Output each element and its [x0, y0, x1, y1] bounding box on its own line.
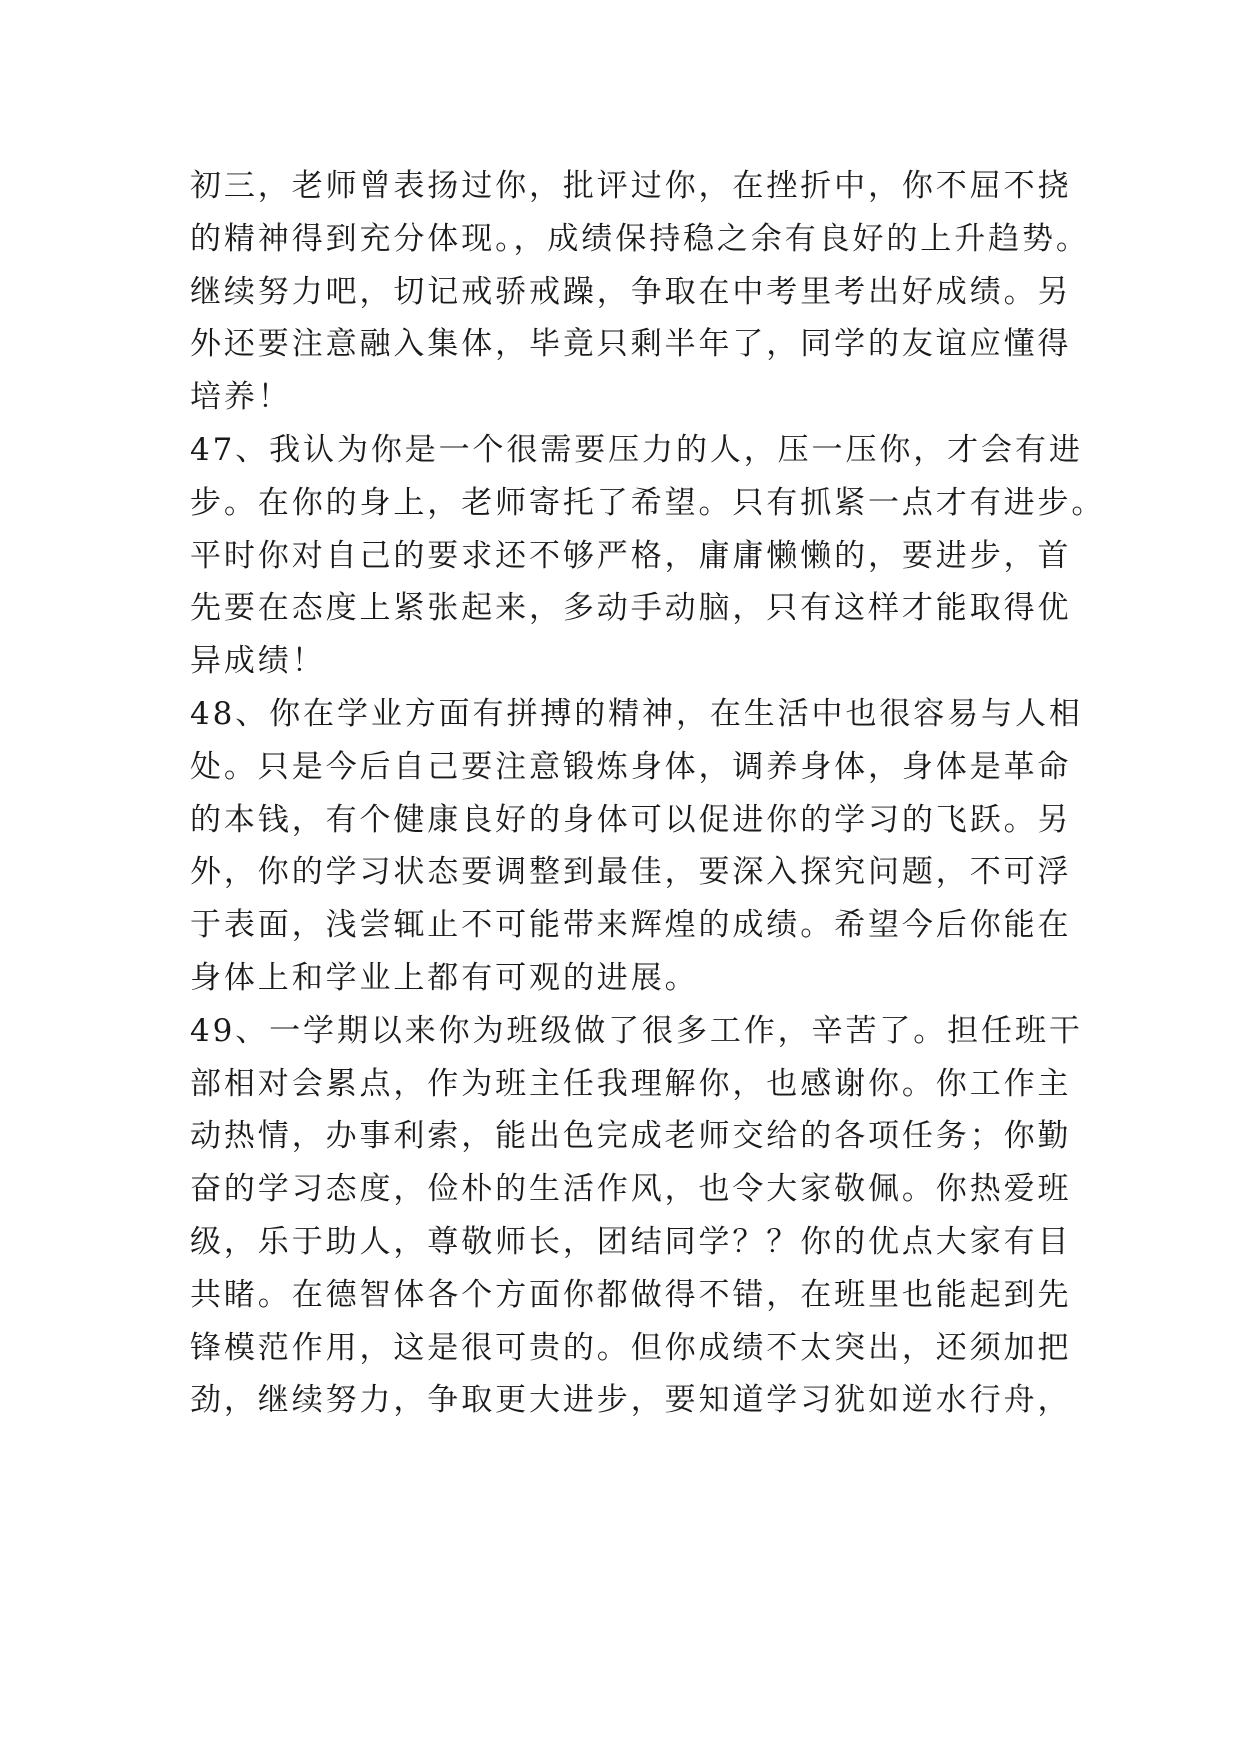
- text-line: 异成绩！: [190, 643, 326, 680]
- text-line: 继续努力吧，切记戒骄戒躁，争取在中考里考出好成绩。另: [190, 273, 1072, 310]
- text-line: 培养！: [190, 379, 292, 416]
- text-line: 级，乐于助人，尊敬师长，团结同学？？你的优点大家有目: [190, 1223, 1072, 1260]
- text-line: 47、我认为你是一个很需要压力的人，压一压你，才会有进: [190, 431, 1083, 468]
- text-line: 先要在态度上紧张起来，多动手动脑，只有这样才能取得优: [190, 590, 1072, 627]
- text-line: 奋的学习态度，俭朴的生活作风，也令大家敬佩。你热爱班: [190, 1171, 1072, 1208]
- text-line: 部相对会累点，作为班主任我理解你，也感谢你。你工作主: [190, 1065, 1072, 1102]
- text-line: 外，你的学习状态要调整到最佳，要深入探究问题，不可浮: [190, 854, 1072, 891]
- text-line: 劲，继续努力，争取更大进步，要知道学习犹如逆水行舟，: [190, 1382, 1072, 1419]
- text-line: 49、一学期以来你为班级做了很多工作，辛苦了。担任班干: [190, 1012, 1083, 1049]
- text-line: 身体上和学业上都有可观的进展。: [190, 959, 699, 996]
- body-text: [190, 160, 1106, 1427]
- text-line: 步。在你的身上，老师寄托了希望。只有抓紧一点才有进步。: [190, 484, 1106, 521]
- text-line: 锋模范作用，这是很可贵的。但你成绩不太突出，还须加把: [190, 1329, 1072, 1366]
- text-line: 动热情，办事利索，能出色完成老师交给的各项任务；你勤: [190, 1118, 1072, 1155]
- text-line: 处。只是今后自己要注意锻炼身体，调养身体，身体是革命: [190, 748, 1072, 785]
- text-line: 初三，老师曾表扬过你，批评过你，在挫折中，你不屈不挠: [190, 168, 1072, 204]
- text-line: 平时你对自己的要求还不够严格，庸庸懒懒的，要进步，首: [190, 537, 1072, 574]
- text-line: 的本钱，有个健康良好的身体可以促进你的学习的飞跃。另: [190, 801, 1072, 838]
- text-line: 于表面，浅尝辄止不可能带来辉煌的成绩。希望今后你能在: [190, 907, 1072, 944]
- text-line: 共睹。在德智体各个方面你都做得不错，在班里也能起到先: [190, 1276, 1072, 1313]
- text-line: 48、你在学业方面有拼搏的精神，在生活中也很容易与人相: [190, 695, 1083, 732]
- text-line: 外还要注意融入集体，毕竟只剩半年了，同学的友谊应懂得: [190, 326, 1072, 363]
- text-line: 的精神得到充分体现。，成绩保持稳之余有良好的上升趋势。: [190, 220, 1090, 257]
